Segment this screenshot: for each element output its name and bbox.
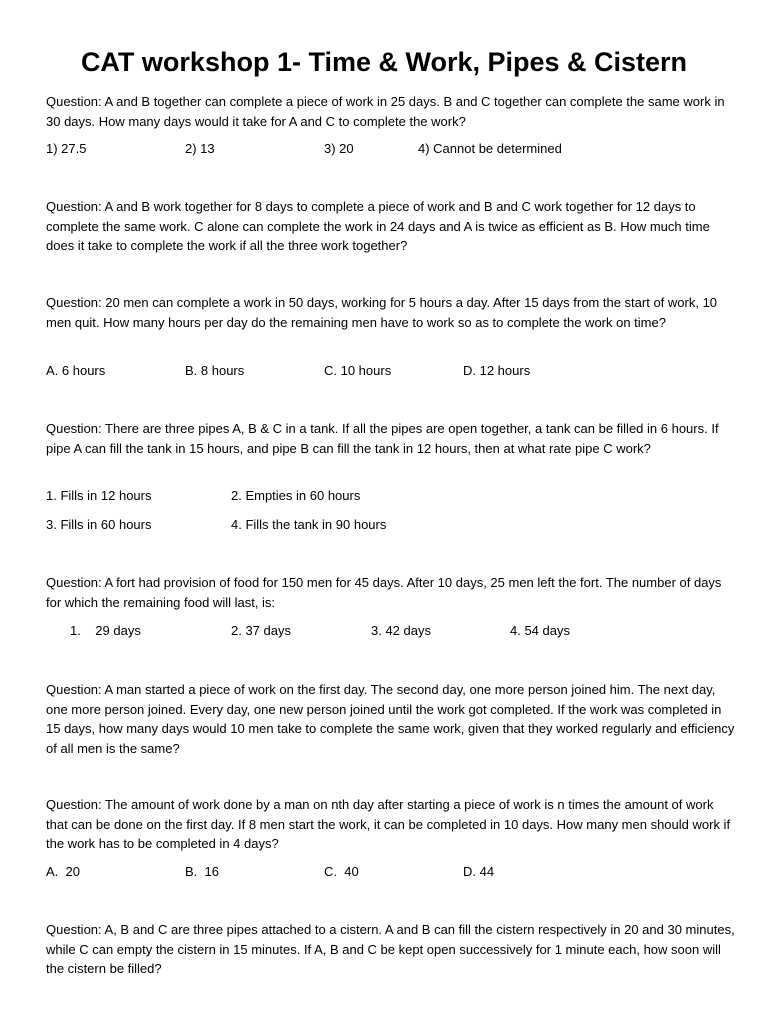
question-1-option-4: 4) Cannot be determined xyxy=(418,141,562,156)
question-1: Question: A and B together can complete a piece of work in 25 days. B and C together can complete the same work in 30 days. How many days would it take for A and C to complete the work? xyxy=(46,94,725,129)
question-7-option-d: D. 44 xyxy=(463,864,495,879)
question-7-option-c: C. 40 xyxy=(324,864,359,879)
question-3-option-c: C. 10 hours xyxy=(324,363,392,378)
question-7: Question: The amount of work done by a man on nth day after starting a piece of work is n times the amount of work that can be done on the first day. If 8 men start the work, it can be completed in 10 days. How many men should work if the work has to be completed in 4 days? xyxy=(46,797,731,852)
question-3-option-b: B. 8 hours xyxy=(185,363,245,378)
question-8: Question: A, B and C are three pipes attached to a cistern. A and B can fill the cistern respectively in 20 and 30 minutes, while C can empty the cistern in 15 minutes. If A, B and C be kept open successively for 1 minute each, how soon will the cistern be filled? xyxy=(46,922,735,977)
question-4: Question: There are three pipes A, B & C in a tank. If all the pipes are open together, a tank can be filled in 6 hours. If pipe A can fill the tank in 15 hours, and pipe B can fill the tank in 12 hours, then at what rate pipe C work? xyxy=(46,421,719,456)
question-5-option-2: 2. 37 days xyxy=(231,623,291,638)
question-5-option-4: 4. 54 days xyxy=(510,623,570,638)
question-7-options xyxy=(46,864,736,884)
question-3-option-d: D. 12 hours xyxy=(463,363,531,378)
question-4-options-row-1 xyxy=(46,488,736,508)
question-1-options xyxy=(46,141,736,161)
question-2: Question: A and B work together for 8 days to complete a piece of work and B and C work together for 12 days to complete the same work. C alone can complete the work in 24 days and A is twice as efficient as B. How much time does it take to complete the work if all the three work together? xyxy=(46,199,710,254)
question-4-option-1: 1. Fills in 12 hours xyxy=(46,488,152,503)
question-1-option-2: 2) 13 xyxy=(185,141,215,156)
question-1-option-1: 1) 27.5 xyxy=(46,141,87,156)
question-3: Question: 20 men can complete a work in 50 days, working for 5 hours a day. After 15 days from the start of work, 10 men quit. How many hours per day do the remaining men have to work so as to complete the work on time? xyxy=(46,295,718,330)
question-5-option-3: 3. 42 days xyxy=(371,623,431,638)
question-3-option-a: A. 6 hours xyxy=(46,363,106,378)
question-4-option-3: 3. Fills in 60 hours xyxy=(46,517,152,532)
question-7-option-a: A. 20 xyxy=(46,864,80,879)
question-4-option-4: 4. Fills the tank in 90 hours xyxy=(231,517,387,532)
question-6: Question: A man started a piece of work on the first day. The second day, one more person joined him. The next day, one more person joined. Every day, one new person joined until the work got completed. If the work was completed in 15 days, how many days would 10 men take to complete the same work, given that they worked regularly and efficiency of all men is the same? xyxy=(46,682,735,756)
question-3-options xyxy=(46,363,736,383)
question-4-options-row-2 xyxy=(46,517,736,537)
question-5-options xyxy=(46,623,736,643)
question-7-option-b: B. 16 xyxy=(185,864,219,879)
question-1-option-3: 3) 20 xyxy=(324,141,354,156)
question-4-option-2: 2. Empties in 60 hours xyxy=(231,488,361,503)
question-5-option-1: 1. 29 days xyxy=(70,623,141,638)
question-5: Question: A fort had provision of food for 150 men for 45 days. After 10 days, 25 men left the fort. The number of days for which the remaining food will last, is: xyxy=(46,575,722,610)
page-title: CAT workshop 1- Time & Work, Pipes & Cistern xyxy=(80,47,688,77)
